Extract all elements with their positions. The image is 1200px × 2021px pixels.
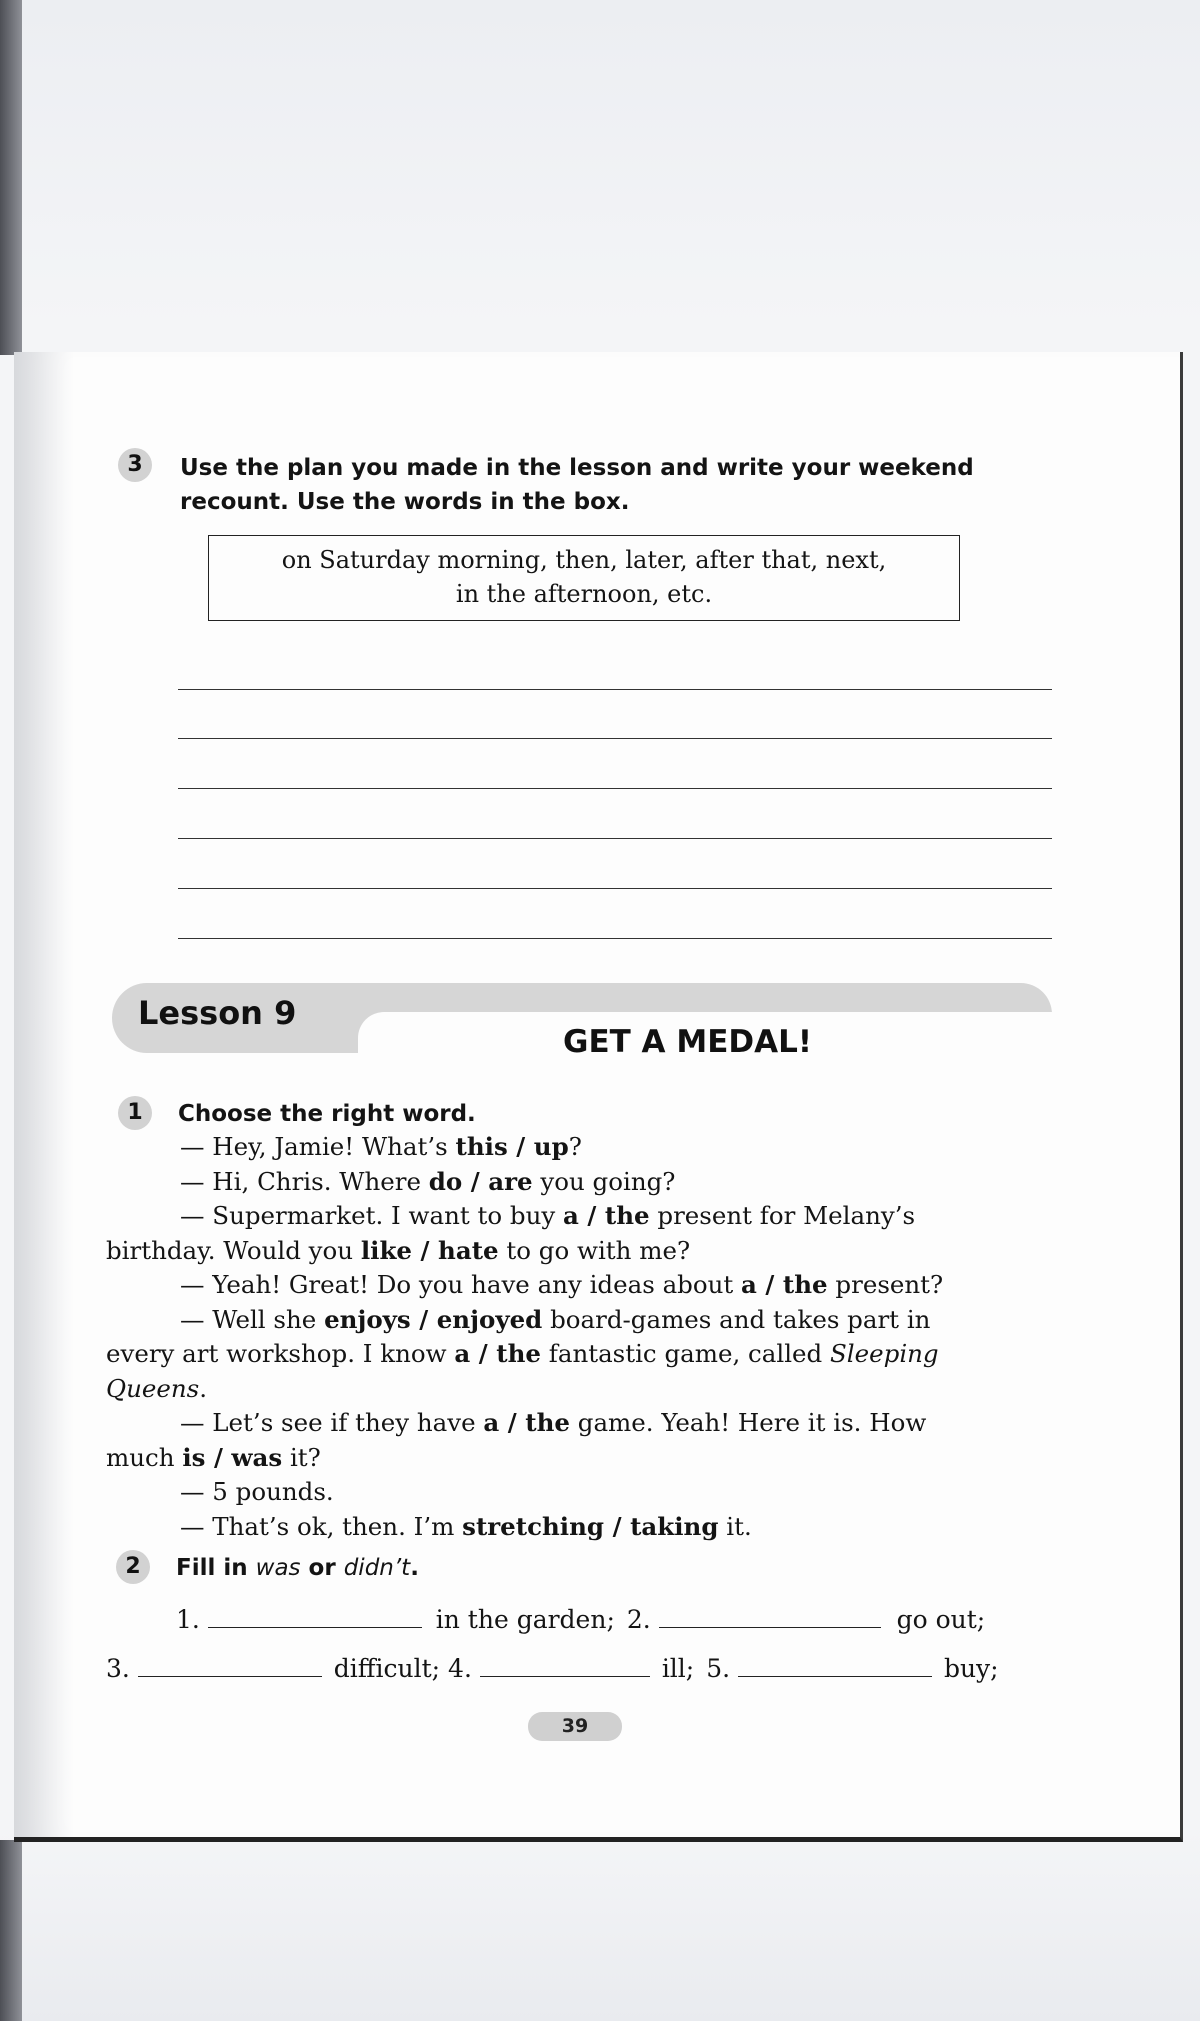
dialogue-line: — That’s ok, then. I’m stretching / taking it. (180, 1511, 752, 1541)
dialogue-line: every art workshop. I know a / the fantastic game, called Sleeping (106, 1339, 939, 1368)
writing-line-5[interactable] (178, 888, 1052, 889)
dialogue-line: — Supermarket. I want to buy a / the present for Melany’s (180, 1201, 916, 1230)
task-3-title-line-2: recount. Use the words in the box. (180, 489, 630, 515)
scanner-edge-bottom (0, 1840, 22, 2021)
lesson-title: GET A MEDAL! (563, 1024, 812, 1060)
writing-line-3[interactable] (178, 788, 1052, 789)
task-3-number-badge: 3 (118, 448, 152, 482)
lesson-label: Lesson 9 (138, 994, 297, 1032)
word-choice[interactable]: this / up (455, 1132, 569, 1161)
word-choice[interactable]: a / the (741, 1270, 828, 1299)
task-1-title: Choose the right word. (178, 1101, 476, 1127)
answer-blank-3[interactable] (138, 1656, 322, 1677)
word-box-line-1: on Saturday morning, then, later, after that, next, (281, 546, 887, 574)
answer-blank-2[interactable] (659, 1607, 881, 1628)
dialogue-line: — Let’s see if they have a / the game. Yeah! Here it is. How (180, 1408, 927, 1437)
dialogue-text (106, 1130, 1056, 1544)
word-choice[interactable]: a / the (483, 1408, 570, 1437)
page-fold-shadow (14, 352, 74, 1837)
dialogue-line: birthday. Would you like / hate to go with me? (106, 1235, 691, 1265)
task-2-title: Fill in was or didn’t. (176, 1555, 419, 1581)
dialogue-line: — 5 pounds. (180, 1477, 334, 1506)
writing-line-1[interactable] (178, 689, 1052, 690)
word-choice[interactable]: like / hate (360, 1235, 499, 1265)
dialogue-line: Queens. (106, 1373, 208, 1403)
task-1-number-badge: 1 (118, 1096, 152, 1130)
word-box-line-2: in the afternoon, etc. (455, 580, 713, 608)
dialogue-line: — Hey, Jamie! What’s this / up? (180, 1132, 582, 1161)
scanner-edge-top (0, 0, 22, 355)
answer-blank-4[interactable] (480, 1656, 650, 1677)
answer-blank-1[interactable] (208, 1607, 422, 1628)
writing-line-4[interactable] (178, 838, 1052, 839)
word-choice[interactable]: stretching / taking (462, 1511, 719, 1541)
dialogue-line: — Yeah! Great! Do you have any ideas about a / the present? (180, 1270, 944, 1299)
writing-line-6[interactable] (178, 938, 1052, 939)
dialogue-line: — Hi, Chris. Where do / are you going? (180, 1166, 676, 1196)
word-choice[interactable]: a / the (454, 1339, 541, 1368)
fill-in-row-2: 3. difficult; 4. ill; 5. buy; (106, 1654, 999, 1683)
page-number: 39 (528, 1712, 622, 1741)
dialogue-line: much is / was it? (106, 1442, 321, 1472)
word-choice[interactable]: a / the (563, 1201, 650, 1230)
task-3-title-line-1: Use the plan you made in the lesson and write your weekend (180, 455, 974, 481)
word-choice[interactable]: do / are (428, 1166, 533, 1196)
word-choice[interactable]: enjoys / enjoyed (324, 1304, 543, 1334)
task-2-number-badge: 2 (116, 1550, 150, 1584)
dialogue-line: — Well she enjoys / enjoyed board-games and takes part in (180, 1304, 931, 1334)
word-choice[interactable]: is / was (182, 1442, 283, 1472)
word-box (208, 535, 960, 621)
writing-line-2[interactable] (178, 738, 1052, 739)
answer-blank-5[interactable] (738, 1656, 932, 1677)
fill-in-row-1: 1. in the garden; 2. go out; (176, 1605, 986, 1634)
